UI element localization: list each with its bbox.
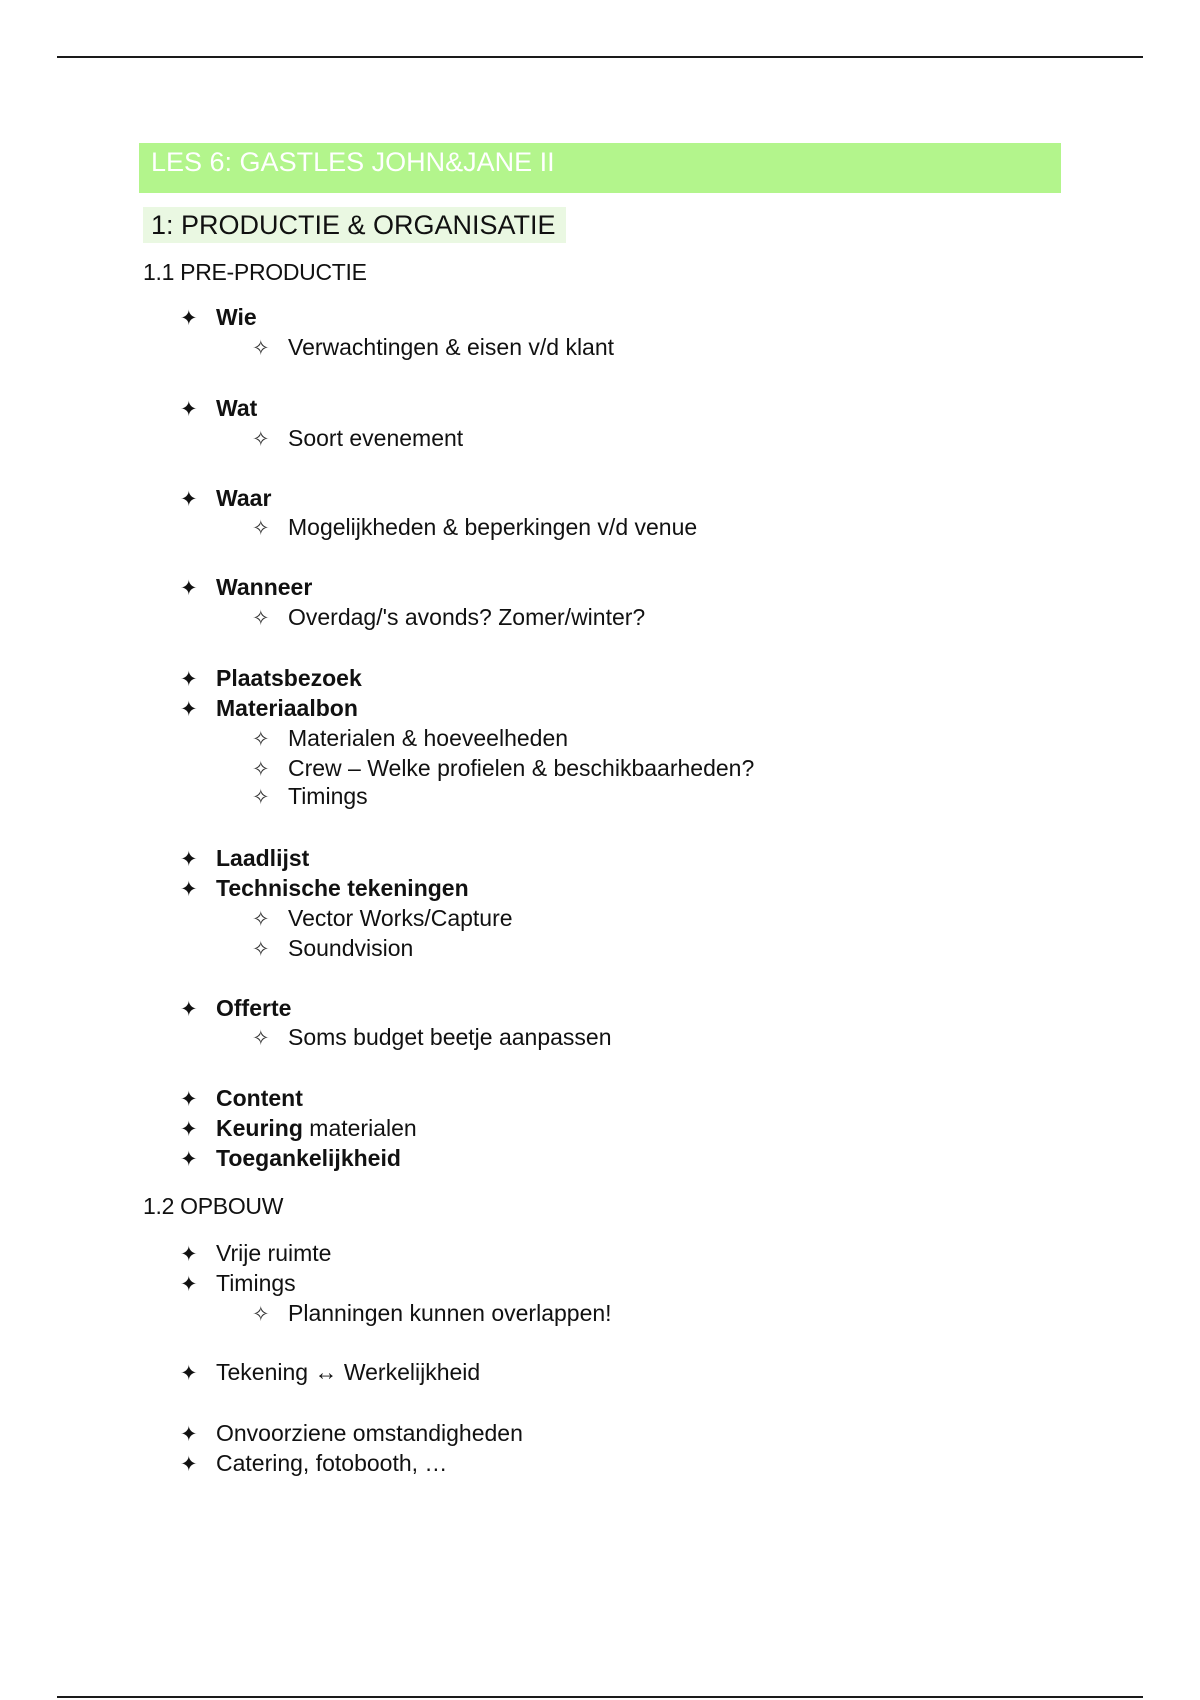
list-item-term: Wanneer — [216, 574, 313, 600]
sub-list-item-text: Mogelijkheden & beperkingen v/d venue — [288, 514, 698, 540]
star-bullet-icon: ✦ — [180, 1243, 198, 1266]
outline-star-bullet-icon: ✧ — [252, 938, 270, 961]
sub-list-item — [252, 1023, 612, 1053]
list-item — [180, 664, 362, 694]
star-bullet-icon: ✦ — [180, 1423, 198, 1446]
sub-list-item-text: Soms budget beetje aanpassen — [288, 1024, 612, 1050]
star-bullet-icon: ✦ — [180, 1088, 198, 1111]
sub-list-item-text: Crew – Welke profielen & beschikbaarheden? — [288, 755, 755, 781]
outline-star-bullet-icon: ✧ — [252, 1027, 270, 1050]
list-item — [180, 994, 291, 1024]
star-bullet-icon: ✦ — [180, 1362, 198, 1385]
star-bullet-icon: ✦ — [180, 848, 198, 871]
outline-star-bullet-icon: ✧ — [252, 1303, 270, 1326]
list-item — [180, 874, 469, 904]
list-item-term: Keuring — [216, 1115, 303, 1141]
list-item-term: Offerte — [216, 995, 292, 1021]
star-bullet-icon: ✦ — [180, 668, 198, 691]
sub-list-item-text: Timings — [288, 783, 368, 809]
list-item-text: materialen — [302, 1115, 417, 1141]
sub-list-item-text: Soort evenement — [288, 425, 464, 451]
star-bullet-icon: ✦ — [180, 307, 198, 330]
sub-list-item — [252, 934, 413, 964]
sub-list-item — [252, 724, 568, 754]
list-item-text: Catering, fotobooth, … — [216, 1450, 448, 1476]
list-item — [180, 573, 312, 603]
list-item-text: Timings — [216, 1270, 296, 1296]
outline-star-bullet-icon: ✧ — [252, 728, 270, 751]
outline-star-bullet-icon: ✧ — [252, 607, 270, 630]
bottom-rule — [57, 1696, 1143, 1698]
sub-list-item-text: Overdag/'s avonds? Zomer/winter? — [288, 604, 646, 630]
list-item-text: Vrije ruimte — [216, 1240, 332, 1266]
star-bullet-icon: ✦ — [180, 1453, 198, 1476]
list-item — [180, 844, 309, 874]
star-bullet-icon: ✦ — [180, 488, 198, 511]
list-item-term: Laadlijst — [216, 845, 310, 871]
sub-list-item — [252, 1299, 612, 1329]
list-item — [180, 1084, 303, 1114]
chapter-heading: 1: PRODUCTIE & ORGANISATIE — [143, 207, 566, 243]
star-bullet-icon: ✦ — [180, 878, 198, 901]
outline-star-bullet-icon: ✧ — [252, 786, 270, 809]
section-heading-pre-productie: 1.1 PRE-PRODUCTIE — [143, 259, 367, 285]
list-item-term: Materiaalbon — [216, 695, 358, 721]
outline-star-bullet-icon: ✧ — [252, 758, 270, 781]
list-item-text: Tekening ↔ Werkelijkheid — [216, 1359, 481, 1385]
sub-list-item-text: Planningen kunnen overlappen! — [288, 1300, 612, 1326]
star-bullet-icon: ✦ — [180, 998, 198, 1021]
list-item — [180, 1144, 401, 1174]
list-item-term: Technische tekeningen — [216, 875, 469, 901]
outline-star-bullet-icon: ✧ — [252, 908, 270, 931]
list-item — [180, 1449, 447, 1479]
star-bullet-icon: ✦ — [180, 577, 198, 600]
list-item-term: Toegankelijkheid — [216, 1145, 401, 1171]
list-item-term: Content — [216, 1085, 303, 1111]
star-bullet-icon: ✦ — [180, 1273, 198, 1296]
outline-star-bullet-icon: ✧ — [252, 337, 270, 360]
outline-star-bullet-icon: ✧ — [252, 428, 270, 451]
star-bullet-icon: ✦ — [180, 698, 198, 721]
list-item — [180, 484, 271, 514]
list-item — [180, 1114, 417, 1144]
sub-list-item-text: Soundvision — [288, 935, 414, 961]
section-heading-opbouw: 1.2 OPBOUW — [143, 1193, 284, 1219]
list-item-term: Plaatsbezoek — [216, 665, 362, 691]
list-item — [180, 1419, 523, 1449]
list-item — [180, 694, 358, 724]
sub-list-item — [252, 333, 614, 363]
list-item-term: Wie — [216, 304, 257, 330]
star-bullet-icon: ✦ — [180, 1118, 198, 1141]
sub-list-item-text: Materialen & hoeveelheden — [288, 725, 569, 751]
top-rule — [57, 56, 1143, 58]
star-bullet-icon: ✦ — [180, 1148, 198, 1171]
sub-list-item — [252, 782, 368, 812]
sub-list-item — [252, 754, 754, 784]
sub-list-item — [252, 424, 463, 454]
sub-list-item — [252, 603, 645, 633]
sub-list-item-text: Verwachtingen & eisen v/d klant — [288, 334, 615, 360]
list-item-term: Waar — [216, 485, 272, 511]
list-item — [180, 1269, 296, 1299]
list-item-term: Wat — [216, 395, 258, 421]
star-bullet-icon: ✦ — [180, 398, 198, 421]
title-banner — [139, 143, 1061, 193]
outline-star-bullet-icon: ✧ — [252, 517, 270, 540]
sub-list-item — [252, 904, 513, 934]
list-item — [180, 394, 257, 424]
sub-list-item-text: Vector Works/Capture — [288, 905, 513, 931]
sub-list-item — [252, 513, 697, 543]
list-item-text: Onvoorziene omstandigheden — [216, 1420, 523, 1446]
page-title: LES 6: GASTLES JOHN&JANE II — [151, 147, 555, 177]
list-item — [180, 303, 257, 333]
list-item — [180, 1358, 480, 1388]
list-item — [180, 1239, 331, 1269]
